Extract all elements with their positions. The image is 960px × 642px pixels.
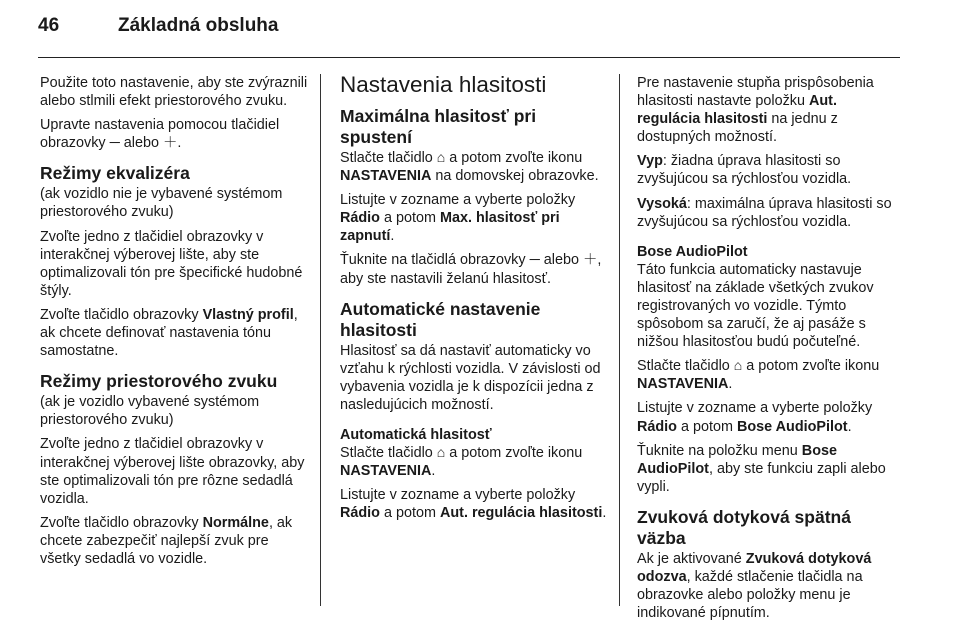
section-heading: Automatické nastavenie hlasitosti bbox=[340, 298, 541, 340]
page-number: 46 bbox=[38, 15, 60, 36]
text: Listujte v zozname a vyberte položky bbox=[340, 487, 576, 504]
section-heading: Režimy ekvalizéra bbox=[40, 163, 190, 184]
bold-term: Rádio bbox=[637, 418, 677, 435]
bold-term: Bose AudioPilot bbox=[736, 418, 848, 435]
text: Zvoľte tlačidlo obrazovky bbox=[40, 514, 203, 531]
paragraph bbox=[637, 442, 903, 496]
text: Listujte v zozname a vyberte položky bbox=[340, 192, 576, 209]
paragraph: Zvoľte jedno z tlačidiel obrazovky v interakčnej výberovej lište obrazovky, aby ste optimalizovali tón pre rôzne sedadlá vozidla. bbox=[40, 436, 305, 507]
bold-term: Rádio bbox=[340, 505, 380, 522]
text: na domovskej obrazovke. bbox=[431, 168, 599, 185]
column-divider-1 bbox=[320, 74, 321, 606]
text: Zvoľte tlačidlo obrazovky bbox=[40, 306, 203, 323]
section-note: (ak vozidlo nie je vybavené systémom priestorového zvuku) bbox=[40, 186, 283, 221]
subsection-heading: Automatická hlasitosť bbox=[340, 427, 492, 444]
paragraph bbox=[340, 191, 608, 245]
home-icon: ⌂ bbox=[436, 149, 446, 165]
text: a potom zvoľte ikonu bbox=[742, 358, 880, 375]
bold-term: NASTAVENIA bbox=[637, 376, 729, 393]
column-divider-2 bbox=[619, 74, 620, 606]
section-heading: Maximálna hlasitosť pri spustení bbox=[340, 106, 537, 147]
text: . bbox=[390, 228, 395, 245]
paragraph bbox=[340, 486, 608, 522]
text: Ťuknite na tlačidlá obrazovky bbox=[340, 252, 530, 269]
paragraph bbox=[637, 74, 903, 146]
text: Stlačte tlačidlo bbox=[340, 445, 437, 462]
page-header-title: Základná obsluha bbox=[118, 15, 279, 36]
plus-icon: ＋ bbox=[583, 252, 598, 269]
text: Pre nastavenie stupňa prispôsobenia hlasitosti nastavte položku bbox=[637, 75, 874, 110]
paragraph bbox=[637, 550, 903, 622]
text: na jednu z dostupných možností. bbox=[637, 111, 838, 146]
paragraph bbox=[340, 251, 608, 287]
bold-term: Rádio bbox=[340, 210, 380, 227]
text: alebo bbox=[119, 135, 164, 152]
minus-icon: ─ bbox=[109, 135, 120, 152]
text: : žiadna úprava hlasitosti so zvyšujúcou sa rýchlosťou vozidla. bbox=[637, 153, 852, 188]
header-rule bbox=[38, 57, 900, 58]
paragraph bbox=[40, 116, 308, 152]
text: . bbox=[728, 376, 733, 393]
text: Ak je aktivované bbox=[637, 550, 746, 567]
home-icon: ⌂ bbox=[733, 357, 743, 374]
paragraph bbox=[637, 399, 903, 435]
paragraph: Zvoľte jedno z tlačidiel obrazovky v interakčnej výberovej lište, aby ste optimalizovali tón pre špecifické hudobné štýly. bbox=[40, 228, 303, 299]
text: , aby ste nastavili želanú hlasitosť. bbox=[340, 252, 602, 287]
home-icon: ⌂ bbox=[436, 444, 446, 461]
chapter-title: Nastavenia hlasitosti bbox=[340, 72, 547, 97]
bold-term: Max. hlasitosť pri zapnutí bbox=[340, 210, 560, 245]
text: a potom zvoľte ikonu bbox=[445, 150, 583, 166]
text: . bbox=[602, 505, 607, 522]
bold-term: Normálne bbox=[202, 514, 269, 531]
paragraph bbox=[637, 195, 903, 231]
column-2 bbox=[340, 74, 608, 528]
paragraph bbox=[40, 514, 308, 568]
text: , ak chcete definovať nastavenia tónu samostatne. bbox=[40, 306, 298, 360]
bold-term: Zvuková dotyková odozva bbox=[637, 550, 872, 585]
subsection-heading: Bose AudioPilot bbox=[637, 243, 748, 260]
bold-term: NASTAVENIA bbox=[340, 168, 432, 185]
text: , ak chcete zabezpečiť najlepší zvuk pre všetky sedadlá vo vozidle. bbox=[40, 514, 293, 567]
text: Upravte nastavenia pomocou tlačidiel obrazovky bbox=[40, 117, 280, 152]
text: Ťuknite na položku menu bbox=[637, 442, 802, 459]
section-note: (ak je vozidlo vybavené systémom priestorového zvuku) bbox=[40, 394, 260, 429]
bold-term: Aut. regulácia hlasitosti bbox=[439, 505, 603, 522]
text: . bbox=[847, 418, 852, 435]
bold-term: NASTAVENIA bbox=[340, 463, 432, 480]
text: a potom zvoľte ikonu bbox=[445, 445, 583, 462]
paragraph: Táto funkcia automaticky nastavuje hlasitosť na základe všetkých zvukov registrovaných vo vozidle. Týmto spôsobom sa zaručí, že aj pasáže s nižšou hlasitosťou budú počuteľné. bbox=[637, 261, 874, 351]
text: . bbox=[431, 463, 436, 480]
section-heading: Režimy priestorového zvuku bbox=[40, 371, 278, 392]
plus-icon: ＋ bbox=[163, 135, 178, 152]
bold-term: Vysoká bbox=[637, 195, 687, 212]
text: Stlačte tlačidlo bbox=[340, 150, 437, 166]
paragraph bbox=[637, 152, 903, 188]
text: : maximálna úprava hlasitosti so zvyšujúcou sa rýchlosťou vozidla. bbox=[637, 195, 892, 230]
column-1 bbox=[40, 74, 308, 574]
bold-term: Vlastný profil bbox=[202, 306, 294, 323]
paragraph bbox=[340, 444, 608, 480]
paragraph: Použite toto nastavenie, aby ste zvýraznili alebo stlmili efekt priestorového zvuku. bbox=[40, 75, 308, 110]
text: a potom bbox=[676, 418, 737, 435]
text: . bbox=[177, 135, 182, 152]
minus-icon: ─ bbox=[529, 252, 540, 269]
text: a potom bbox=[379, 210, 440, 227]
text: , aby ste funkciu zapli alebo vypli. bbox=[637, 460, 886, 495]
section-heading: Zvuková dotyková spätná väzba bbox=[637, 506, 851, 548]
bold-term: Aut. regulácia hlasitosti bbox=[637, 93, 837, 128]
column-3 bbox=[637, 74, 903, 628]
paragraph: Hlasitosť sa dá nastaviť automaticky vo vzťahu k rýchlosti vozidla. V závislosti od vybavenia vozidla je k dispozícii jedna z nasledujúcich možností. bbox=[340, 342, 601, 413]
paragraph bbox=[637, 357, 903, 393]
text: alebo bbox=[539, 252, 583, 269]
text: Stlačte tlačidlo bbox=[637, 358, 734, 375]
paragraph bbox=[340, 149, 608, 185]
text: a potom bbox=[379, 505, 440, 522]
text: Listujte v zozname a vyberte položky bbox=[637, 400, 873, 417]
paragraph bbox=[40, 306, 308, 360]
text: , každé stlačenie tlačidla na obrazovke alebo položky menu je indikované pípnutím. bbox=[637, 568, 863, 622]
bold-term: Vyp bbox=[637, 153, 663, 170]
bold-term: Bose AudioPilot bbox=[637, 442, 837, 477]
